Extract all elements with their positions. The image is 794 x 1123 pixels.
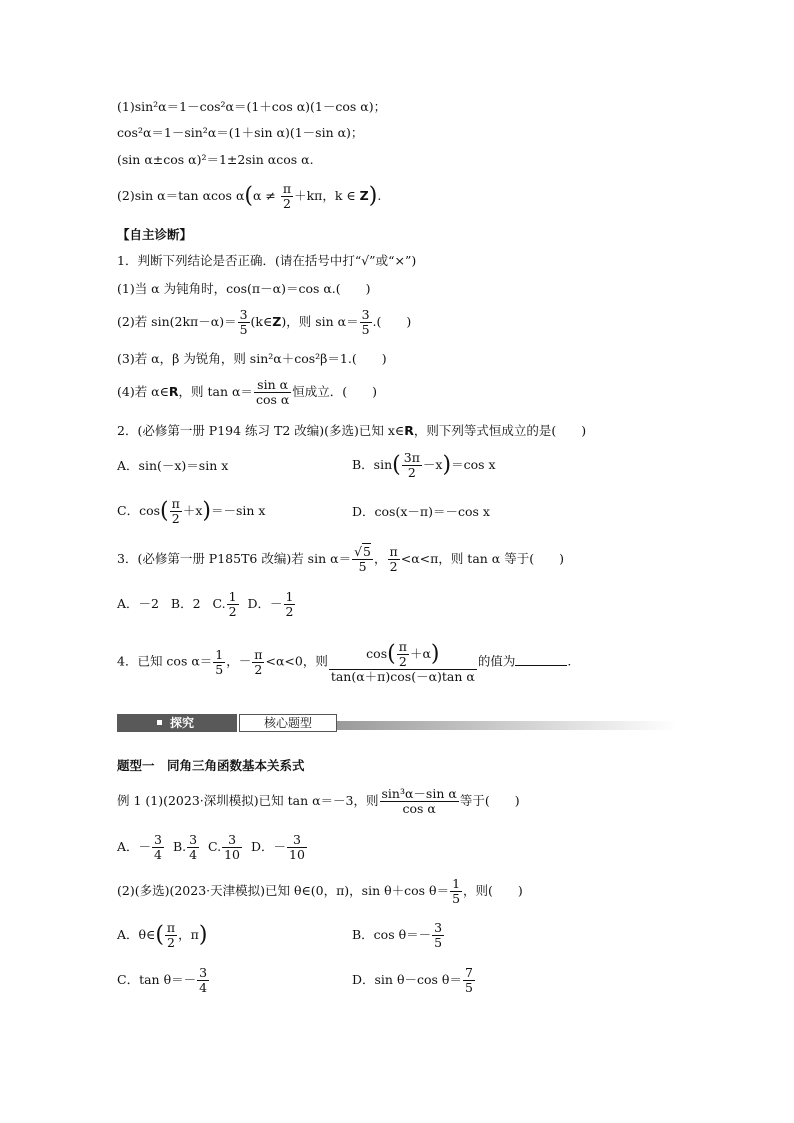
- fraction: $\frac{\pi}{2}$: [166, 920, 176, 950]
- q2-option-b: B．sin( $\frac{3\pi}{2}$ －x)＝cos x: [352, 450, 496, 480]
- q2-option-a: A．sin(－x)＝sin x: [117, 458, 229, 473]
- fraction: $\frac{3}{4}$: [199, 965, 208, 995]
- example2-option-c: C．tan θ＝－ $\frac{3}{4}$: [117, 965, 208, 995]
- fraction: $\frac{3}{10}$: [224, 832, 241, 862]
- banner-tag: 核心题型: [239, 714, 337, 732]
- fraction: $\frac{3}{4}$: [154, 832, 162, 862]
- example2-option-a: A．θ∈( $\frac{\pi}{2}$ ，π): [117, 920, 208, 950]
- q2-option-c: C．cos( $\frac{\pi}{2}$ ＋x)＝－sin x: [117, 496, 266, 526]
- q3-stem: 3．(必修第一册 P185T6 改编)若 sin α＝ $\frac{√5}{5}$ ， $\frac{\pi}{2}$ <α<π，则 tan α 等于( ): [117, 544, 564, 574]
- fraction: $\frac{\pi}{2}$: [171, 496, 180, 526]
- q1-stem: 1．判断下列结论是否正确．(请在括号中打“√”或“×”): [117, 253, 417, 268]
- fraction: $\frac{3}{10}$: [289, 832, 305, 862]
- formula-1a: (1)sin²α＝1－cos²α＝(1＋cos α)(1－cos α)；: [117, 99, 387, 114]
- fraction: $\frac{3}{5}$: [434, 920, 443, 950]
- type1-title: 题型一 同角三角函数基本关系式: [117, 758, 305, 773]
- q1-item-2: (2)若 sin(2kπ－α)＝ $\frac{3}{5}$ (k∈Z)，则 sin α＝ $\frac{3}{5}$ .( ): [117, 307, 412, 337]
- square-bullet-icon: [157, 720, 162, 725]
- q2-option-d: D．cos(x－π)＝－cos x: [352, 504, 490, 519]
- fraction: $\frac{\pi}{2}$: [254, 646, 263, 677]
- q1-item-1: (1)当 α 为钝角时，cos(π－α)＝cos α.( ): [117, 281, 371, 296]
- example1-stem: 例 1 (1)(2023·深圳模拟)已知 tan α＝－3，则 $\frac{\text{sin³α－sin α}}{\text{cos α}}$ 等于( ): [117, 786, 520, 816]
- fraction: $\frac{3\pi}{2}$: [403, 450, 420, 480]
- banner-gradient-bar: [337, 721, 677, 730]
- fraction: $\frac{1}{2}$: [285, 589, 294, 619]
- fraction: $\frac{3}{5}$: [361, 307, 370, 337]
- fraction: $\frac{3}{5}$: [239, 307, 248, 337]
- formula-1b: cos²α＝1－sin²α＝(1＋sin α)(1－sin α)；: [117, 125, 364, 140]
- example1-options: A．－ $\frac{3}{4}$ B. $\frac{3}{4}$ C. $\frac{3}{10}$ D．－ $\frac{3}{10}$: [117, 832, 305, 862]
- formula-1c: (sin α±cos α)²＝1±2sin αcos α.: [117, 152, 314, 167]
- example2-option-d: D．sin θ－cos θ＝ $\frac{7}{5}$: [352, 965, 473, 995]
- q1-item-3: (3)若 α，β 为锐角，则 sin²α＋cos²β＝1.( ): [117, 351, 387, 366]
- q1-item-4: (4)若 α∈R，则 tan α＝ $\frac{\text{sin α}}{\text{cos α}}$ 恒成立．( ): [117, 377, 378, 407]
- fraction: $\frac{3}{4}$: [189, 832, 198, 862]
- banner-label: 探究: [117, 714, 237, 732]
- q3-options: A．－2 B．2 C. $\frac{1}{2}$ D．－ $\frac{1}{2}$: [117, 589, 294, 619]
- fraction: $\frac{\pi}{2}$: [282, 181, 292, 211]
- q4-stem: 4．已知 cos α＝ $\frac{1}{5}$ ，－ $\frac{\pi}{2}$ <α<0，则 cos( $\frac{\pi}{2}$ ＋α) tan(α＋π)cos(－α)tan α 的值为 .: [117, 639, 572, 684]
- answer-blank[interactable]: [515, 665, 567, 666]
- fraction: $\frac{\text{sin³α－sin α}}{\text{cos α}}$: [381, 786, 457, 816]
- section-banner: [117, 714, 677, 732]
- fraction: $\frac{\text{sin α}}{\text{cos α}}$: [255, 377, 290, 407]
- example2-option-b: B．cos θ＝－ $\frac{3}{5}$: [352, 920, 443, 950]
- formula-2: (2)sin α＝tan αcos α(α ≠ $\frac{\pi}{2}$ ＋kπ，k ∈ Z).: [117, 181, 382, 211]
- fraction: $\frac{1}{2}$: [228, 589, 237, 619]
- q2-stem: 2．(必修第一册 P194 练习 T2 改编)(多选)已知 x∈R，则下列等式恒成立的是( ): [117, 423, 587, 438]
- fraction-big: cos( $\frac{\pi}{2}$ ＋α) tan(α＋π)cos(－α)tan α: [330, 639, 475, 684]
- example2-stem: (2)(多选)(2023·天津模拟)已知 θ∈(0，π)，sin θ＋cos θ＝ $\frac{1}{5}$ ，则( ): [117, 876, 523, 906]
- fraction: $\frac{√5}{5}$: [354, 544, 371, 574]
- fraction: $\frac{7}{5}$: [464, 965, 473, 995]
- fraction: $\frac{1}{5}$: [215, 646, 224, 677]
- section-self-diagnosis: 【自主诊断】: [117, 227, 193, 242]
- fraction: $\frac{\pi}{2}$: [389, 544, 398, 574]
- fraction: $\frac{1}{5}$: [452, 876, 461, 906]
